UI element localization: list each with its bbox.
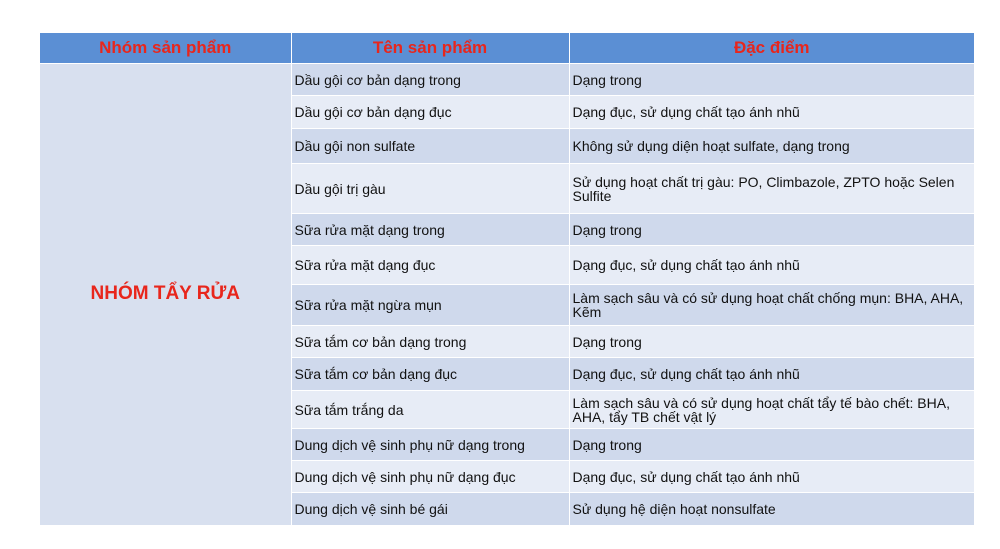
product-name-cell: Sữa rửa mặt dạng đục: [291, 246, 569, 285]
product-name-cell: Sữa tắm cơ bản dạng đục: [291, 358, 569, 391]
product-name-cell: Dung dịch vệ sinh bé gái: [291, 493, 569, 525]
product-feature-cell: Dạng trong: [569, 214, 974, 246]
product-name-cell: Dầu gội cơ bản dạng đục: [291, 96, 569, 129]
product-feature-cell: Sử dụng hệ diện hoạt nonsulfate: [569, 493, 974, 525]
product-group-cell: [40, 64, 291, 525]
table-row: [40, 64, 974, 96]
product-feature-cell: Dạng đục, sử dụng chất tạo ánh nhũ: [569, 246, 974, 285]
product-feature-cell: Dạng trong: [569, 64, 974, 96]
product-feature-cell: Không sử dụng diện hoạt sulfate, dạng trong: [569, 129, 974, 164]
product-name-cell: Sữa rửa mặt dạng trong: [291, 214, 569, 246]
product-feature-cell: Dạng trong: [569, 429, 974, 461]
product-name-cell: Dung dịch vệ sinh phụ nữ dạng trong: [291, 429, 569, 461]
header-features: Đặc điểm: [569, 33, 974, 64]
header-row: [40, 33, 974, 64]
product-feature-cell: Sử dụng hoạt chất trị gàu: PO, Climbazole, ZPTO hoặc Selen Sulfite: [569, 164, 974, 214]
product-name-cell: Sữa tắm trắng da: [291, 391, 569, 429]
table-body: [40, 64, 974, 525]
product-table: [40, 33, 974, 525]
product-feature-cell: Làm sạch sâu và có sử dụng hoạt chất tẩy tế bào chết: BHA, AHA, tẩy TB chết vật lý: [569, 391, 974, 429]
product-name-cell: Dầu gội trị gàu: [291, 164, 569, 214]
product-feature-cell: Dạng đục, sử dụng chất tạo ánh nhũ: [569, 96, 974, 129]
product-feature-cell: Dạng trong: [569, 326, 974, 358]
product-name-cell: Dầu gội cơ bản dạng trong: [291, 64, 569, 96]
product-name-cell: Dung dịch vệ sinh phụ nữ dạng đục: [291, 461, 569, 493]
product-name-cell: Dầu gội non sulfate: [291, 129, 569, 164]
header-product-name: Tên sản phẩm: [291, 33, 569, 64]
product-name-cell: Sữa tắm cơ bản dạng trong: [291, 326, 569, 358]
product-feature-cell: Làm sạch sâu và có sử dụng hoạt chất chống mụn: BHA, AHA, Kẽm: [569, 285, 974, 326]
product-group-label: NHÓM TẨY RỬA: [90, 283, 240, 305]
product-feature-cell: Dạng đục, sử dụng chất tạo ánh nhũ: [569, 461, 974, 493]
product-name-cell: Sữa rửa mặt ngừa mụn: [291, 285, 569, 326]
header-product-group: Nhóm sản phẩm: [40, 33, 291, 64]
product-feature-cell: Dạng đục, sử dụng chất tạo ánh nhũ: [569, 358, 974, 391]
